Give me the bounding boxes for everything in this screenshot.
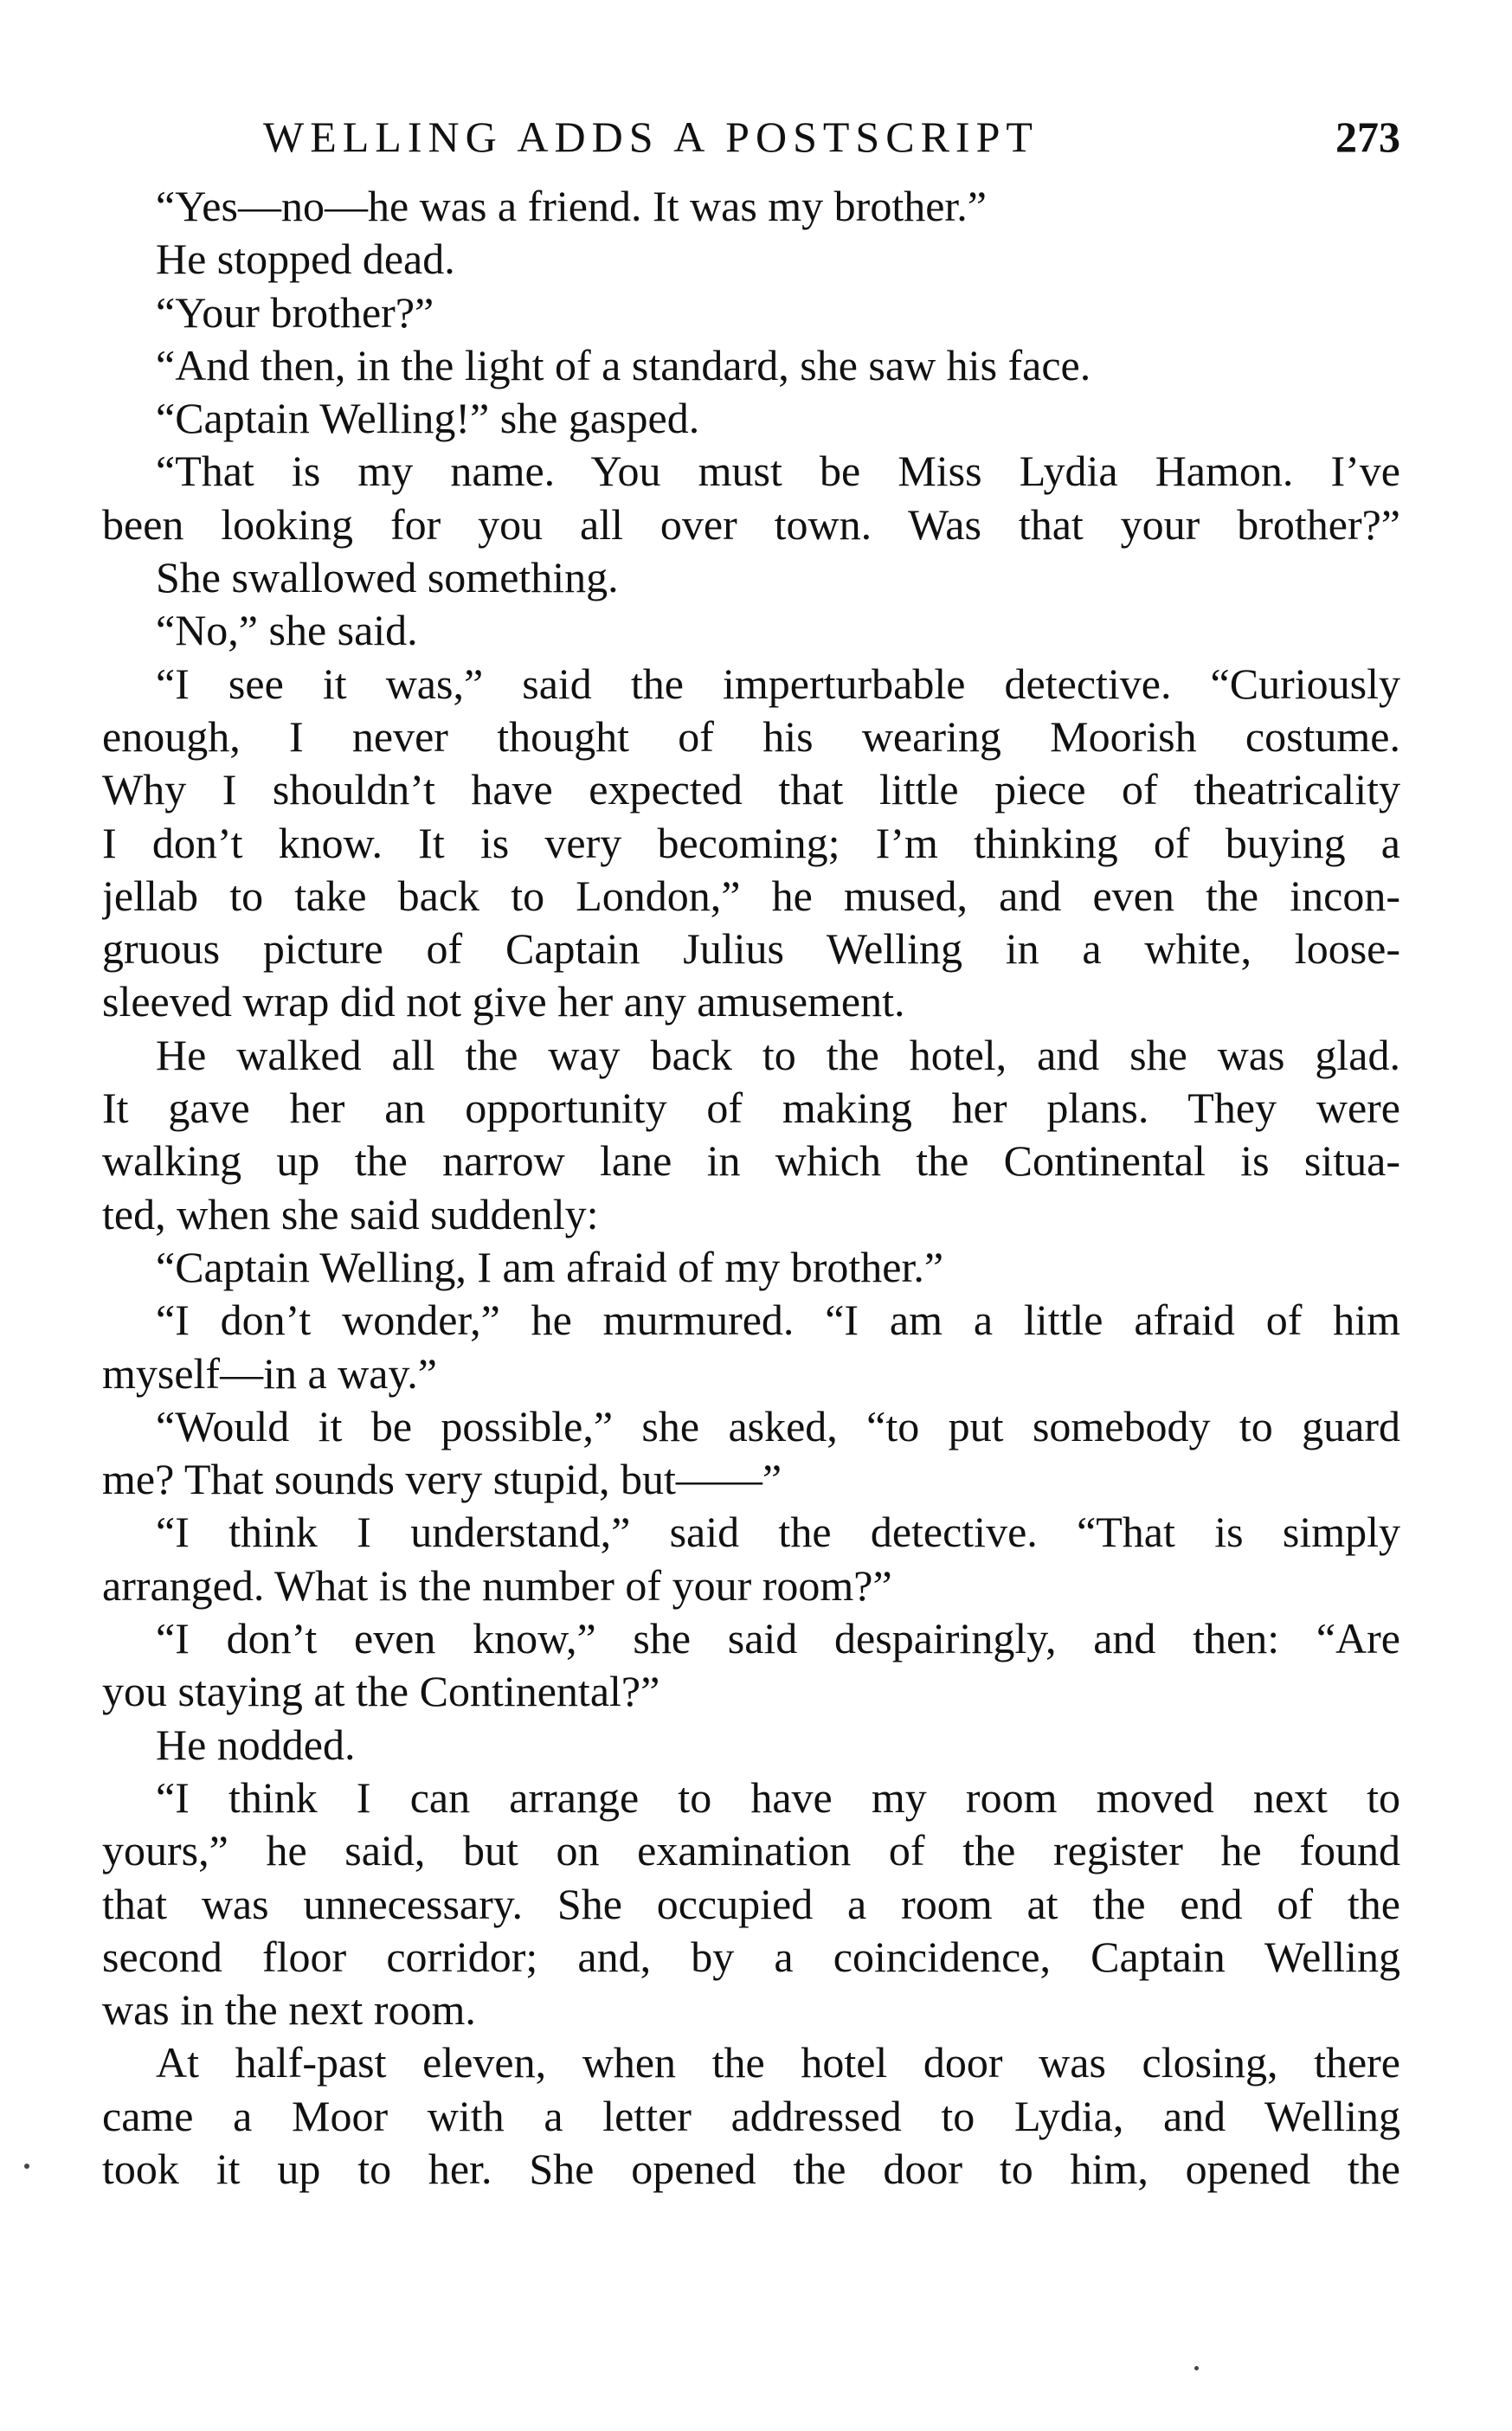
text-line: He nodded. [156, 1720, 356, 1769]
text-line: sleeved wrap did not give her any amusement. [102, 977, 905, 1026]
text-line: At half-past eleven, when the hotel door was closing, there [156, 2038, 1400, 2087]
text-line: ted, when she said suddenly: [102, 1189, 599, 1238]
text-line: that was unnecessary. She occupied a room at the end of the [102, 1879, 1400, 1928]
text-line: came a Moor with a letter addressed to Lydia, and Welling [102, 2091, 1400, 2140]
text-line: Why I shouldn’t have expected that little piece of theatricality [102, 765, 1400, 814]
text-line: It gave her an opportunity of making her plans. They were [102, 1084, 1400, 1133]
text-line: you staying at the Continental?” [102, 1667, 660, 1716]
text-line: was in the next room. [102, 1985, 476, 2035]
text-line: “Captain Welling!” she gasped. [156, 394, 700, 443]
text-line: “I think I can arrange to have my room moved next to [156, 1772, 1400, 1822]
text-line: second floor corridor; and, by a coincidence, Captain Welling [102, 1932, 1400, 1981]
text-line: been looking for you all over town. Was that your brother?” [102, 499, 1400, 549]
text-line: She swallowed something. [156, 553, 619, 602]
text-line: “Yes—no—he was a friend. It was my brother.” [156, 182, 987, 230]
text-line: “I don’t even know,” she said despairingly, and then: “Are [156, 1614, 1400, 1663]
text-line: took it up to her. She opened the door to him, opened the [102, 2144, 1400, 2193]
text-line: “And then, in the light of a standard, she saw his face. [156, 340, 1091, 389]
print-speck [1194, 2366, 1199, 2370]
body-text [102, 180, 1400, 2196]
text-line: me? That sounds very stupid, but——” [102, 1455, 782, 1504]
text-line: “Your brother?” [156, 287, 434, 337]
print-speck [24, 2164, 29, 2169]
text-line: gruous picture of Captain Julius Welling in a white, loose- [102, 924, 1400, 974]
book-page [102, 102, 1400, 2196]
text-line: “No,” she said. [156, 606, 418, 655]
text-line: “That is my name. You must be Miss Lydia Hamon. I’ve [156, 447, 1400, 496]
text-line: arranged. What is the number of your room?” [102, 1560, 892, 1610]
text-line: “I don’t wonder,” he murmured. “I am a little afraid of him [156, 1296, 1400, 1345]
page-number: 273 [1335, 113, 1400, 161]
text-line: yours,” he said, but on examination of the register he found [102, 1826, 1400, 1875]
text-line: enough, I never thought of his wearing Moorish costume. [102, 711, 1400, 761]
text-line: “I see it was,” said the imperturbable detective. “Curiously [156, 659, 1400, 708]
chapter-title: WELLING ADDS A POSTSCRIPT [263, 113, 1039, 161]
text-line: He stopped dead. [156, 235, 455, 284]
text-line: I don’t know. It is very becoming; I’m thinking of buying a [102, 818, 1400, 867]
text-line: jellab to take back to London,” he mused, and even the incon- [102, 871, 1400, 920]
text-line: He walked all the way back to the hotel, and she was glad. [156, 1030, 1400, 1079]
running-head [102, 102, 1400, 171]
text-line: myself—in a way.” [102, 1348, 437, 1398]
text-line: “Would it be possible,” she asked, “to put somebody to guard [156, 1401, 1400, 1450]
text-line: “Captain Welling, I am afraid of my brother.” [156, 1242, 944, 1291]
text-line: “I think I understand,” said the detective. “That is simply [156, 1508, 1400, 1557]
text-line: walking up the narrow lane in which the Continental is situa- [102, 1136, 1400, 1186]
